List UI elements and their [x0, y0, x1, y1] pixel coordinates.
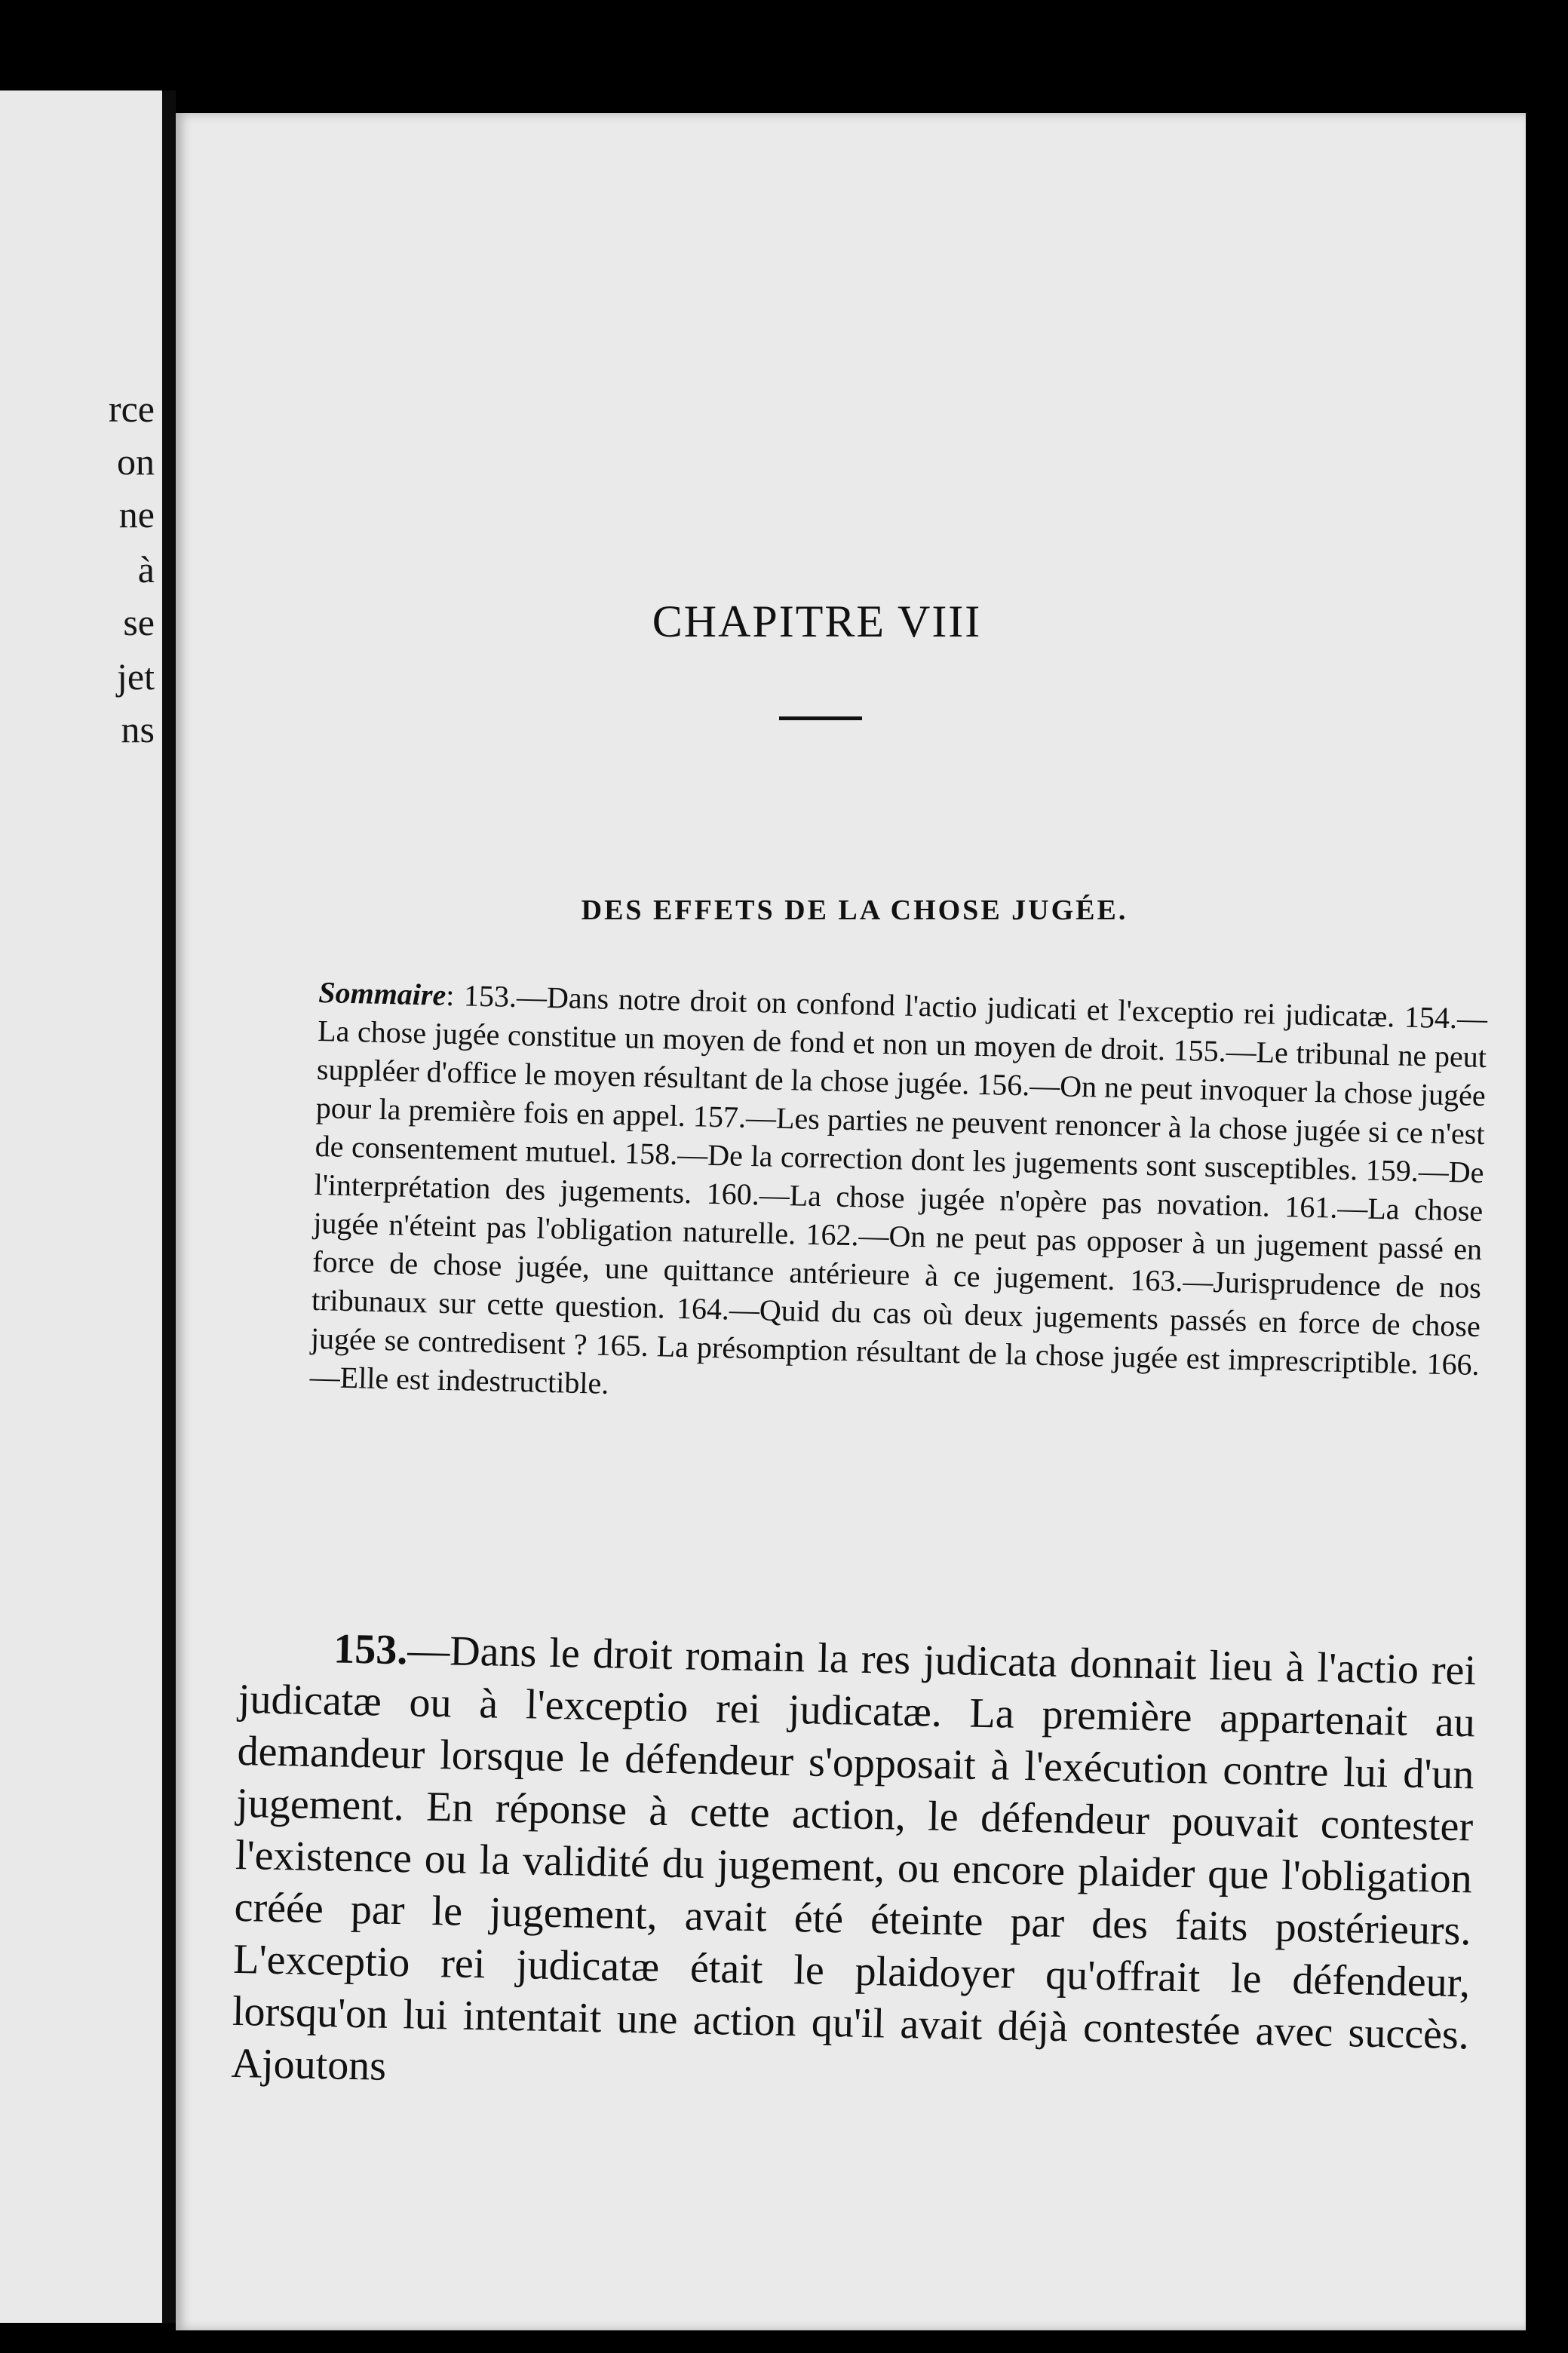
- left-page-fragment: à: [137, 548, 155, 591]
- left-page-fragment: jet: [117, 655, 155, 698]
- chapter-summary: [309, 973, 1487, 1422]
- chapter-title: CHAPITRE VIII: [652, 597, 982, 646]
- left-page-fragment: ne: [118, 493, 155, 535]
- left-page-fragment: se: [123, 601, 155, 643]
- left-facing-page: [0, 90, 162, 2323]
- title-rule: [779, 716, 862, 720]
- left-page-fragment: on: [117, 440, 155, 483]
- summary-text: : 153.—Dans notre droit on confond l'actio judicati et l'exceptio rei judicatæ. 154.—La chose jugée constitue un moyen de fond et non un moyen de droit. 155.—Le tribunal ne peut suppléer d'office le moyen résultant de la chose jugée. 156.—On ne peut invoquer la chose jugée pour la première fois en appel. 157.—Les parties ne peuvent renoncer à la chose jugée si ce n'est de consentement mutuel. 158.—De la correction dont les jugements sont susceptibles. 159.—De l'interprétation des jugements. 160.—La chose jugée n'opère pas novation. 161.—La chose jugée n'éteint pas l'obligation naturelle. 162.—On ne peut pas opposer à un jugement passé en force de chose jugée, une quittance antérieure à ce jugement. 163.—Jurisprudence de nos tribunaux sur cette question. 164.—Quid du cas où deux jugements passés en force de chose jugée se contredisent ? 165. La présomption résultant de la chose jugée est imprescriptible. 166.—Elle est indestructible.: [309, 977, 1488, 1400]
- section-title: DES EFFETS DE LA CHOSE JUGÉE.: [581, 894, 1128, 926]
- body-paragraph-container: [231, 1621, 1477, 2113]
- paragraph-153: [231, 1621, 1477, 2113]
- left-page-fragment: rce: [108, 388, 155, 430]
- paragraph-text: —Dans le droit romain la res judicata donnait lieu à l'actio rei judicatæ ou à l'exceptio rei judicatæ. La première appartenait au demandeur lorsque le défendeur s'opposait à l'exécution contre lui d'un jugement. En réponse à cette action, le défendeur pouvait contester l'existence ou la validité du jugement, ou encore plaider que l'obligation créée par le jugement, avait été éteinte par des faits postérieurs. L'exceptio rei judicatæ était le plaidoyer qu'offrait le défendeur, lorsqu'on lui intentait une action qu'il avait déjà contestée avec succès. Ajoutons: [231, 1627, 1477, 2090]
- book-gutter: [162, 90, 176, 2323]
- book-page: [176, 113, 1526, 2330]
- paragraph-number: 153.: [333, 1625, 408, 1674]
- summary-lead: Sommaire: [318, 974, 446, 1012]
- left-page-fragment: ns: [121, 708, 155, 750]
